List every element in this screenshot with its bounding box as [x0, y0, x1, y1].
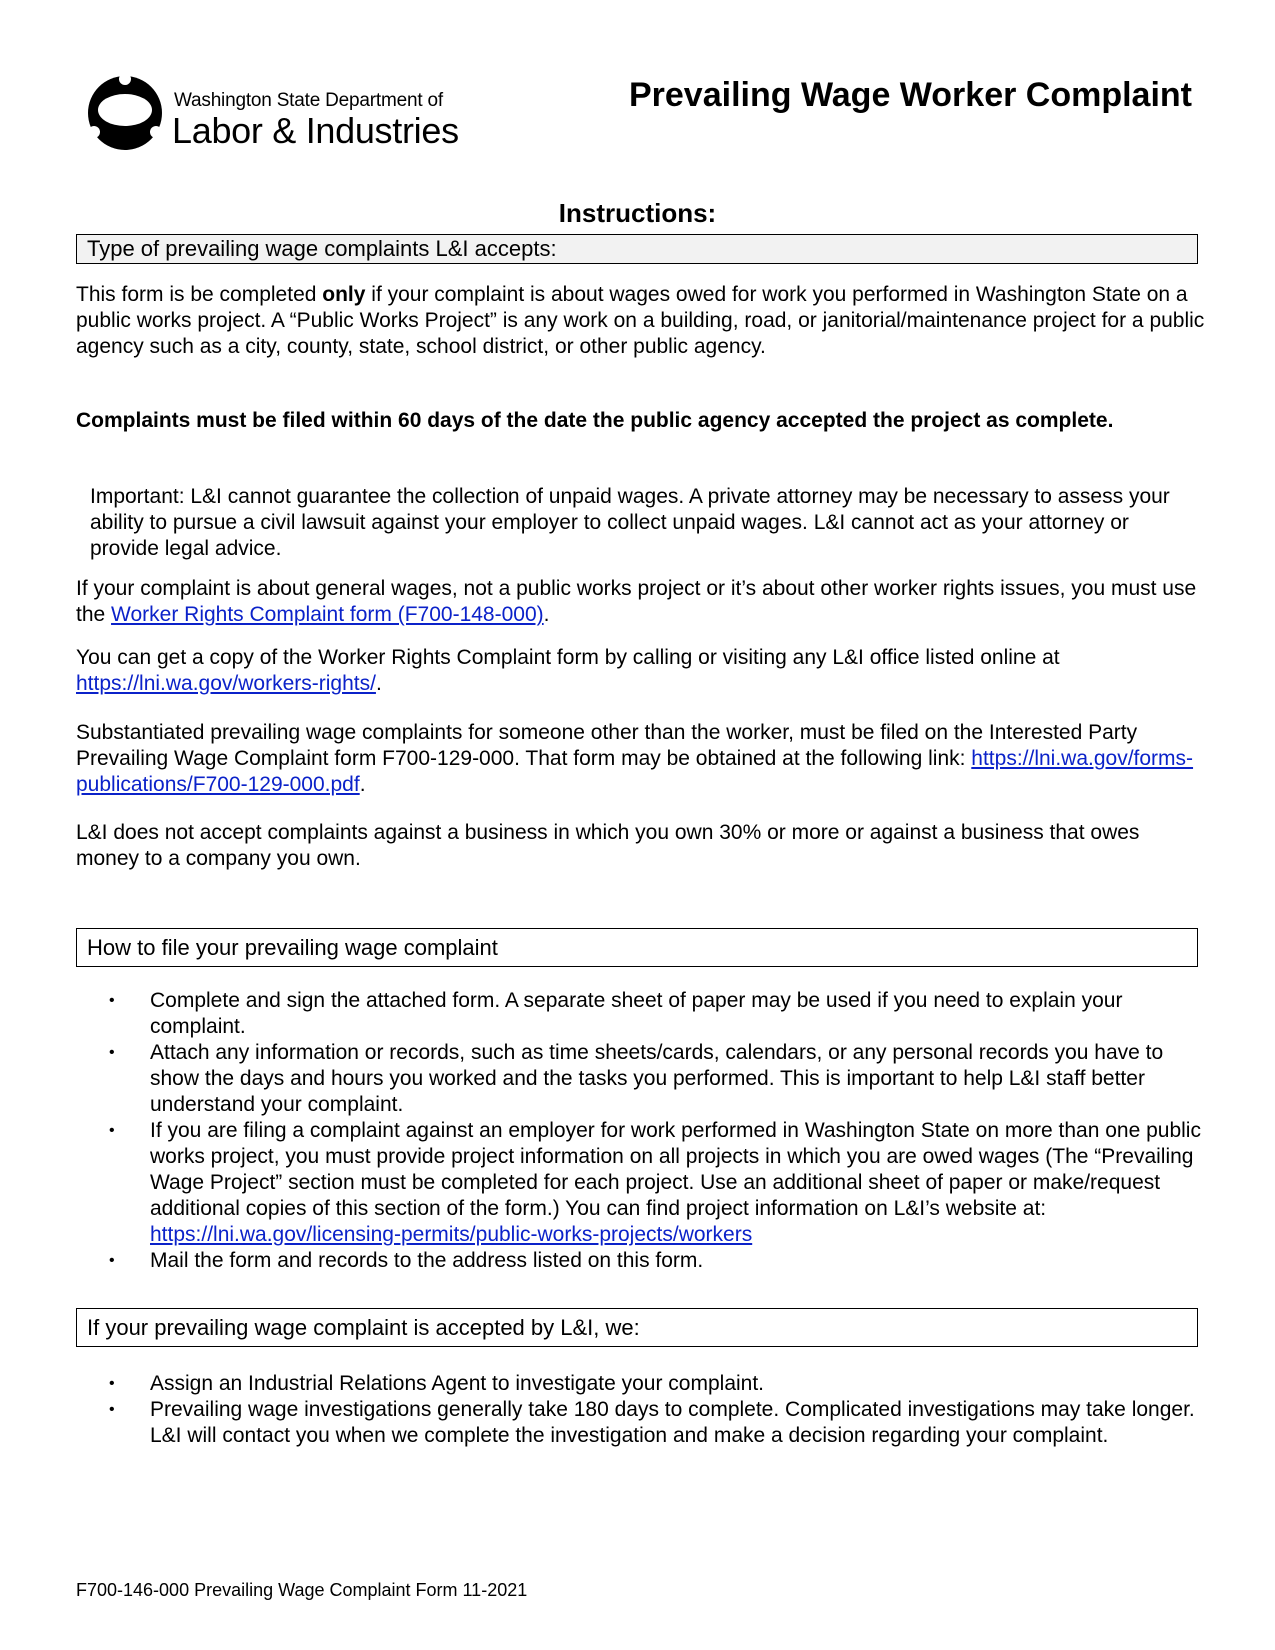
- agency-name-line1: Washington State Department of: [174, 90, 443, 111]
- emphasis-only: only: [322, 283, 366, 306]
- list-item: • Prevailing wage investigations generally take 180 days to complete. Complicated investigations may take longer. L&I will contact you when we complete the investigation and make a decision regarding your complaint.: [150, 1397, 1201, 1449]
- list-item: • Assign an Industrial Relations Agent to investigate your complaint.: [150, 1371, 1201, 1397]
- list-item: • Mail the form and records to the address listed on this form.: [150, 1248, 1201, 1274]
- paragraph-ownership: L&I does not accept complaints against a business in which you own 30% or more or against a business that owes money to a company you own.: [76, 821, 1140, 870]
- paragraph-important: Important: L&I cannot guarantee the collection of unpaid wages. A private attorney may be necessary to assess your ability to pursue a civil lawsuit against your employer to collect unpaid wages. L&I cannot act as your attorney or provide legal advice.: [90, 485, 1170, 560]
- instructions-heading: Instructions:: [558, 198, 717, 228]
- list-item: • Complete and sign the attached form. A separate sheet of paper may be used if you need to explain your complaint.: [150, 988, 1201, 1040]
- list-item: • Attach any information or records, such as time sheets/cards, calendars, or any personal records you have to show the days and hours you worked and the tasks you performed. This is important to help L&I staff better understand your complaint.: [150, 1040, 1201, 1118]
- link-worker-rights-form[interactable]: Worker Rights Complaint form (F700-148-000): [111, 603, 544, 626]
- paragraph-scope: This form is be completed only if your complaint is about wages owed for work you performed in Washington State on a public works project. A “Public Works Project” is any work on a building, road, or janitorial/maintenance project for a public agency such as a city, county, state, school district, or other public agency.: [76, 283, 1205, 358]
- paragraph-general-wages: If your complaint is about general wages, not a public works project or it’s about other worker rights issues, you must use the Worker Rights Complaint form (F700-148-000).: [76, 577, 1197, 626]
- form-title: Prevailing Wage Worker Complaint: [628, 76, 1192, 114]
- agency-logo: [84, 72, 459, 152]
- footer-form-id: F700-146-000 Prevailing Wage Complaint Form 11-2021: [76, 1580, 528, 1600]
- link-interested-party-form[interactable]: https://lni.wa.gov/forms-publications/F700-129-000.pdf: [76, 747, 1194, 796]
- section-heading-if-accepted: If your prevailing wage complaint is accepted by L&I, we:: [76, 1308, 1198, 1347]
- link-workers-rights-url[interactable]: https://lni.wa.gov/workers-rights/: [76, 672, 376, 695]
- link-public-works-projects[interactable]: https://lni.wa.gov/licensing-permits/public-works-projects/workers: [150, 1223, 753, 1246]
- paragraph-get-copy: You can get a copy of the Worker Rights Complaint form by calling or visiting any L&I office listed online at https://lni.wa.gov/workers-rights/.: [76, 646, 1060, 695]
- list-item: • If you are filing a complaint against an employer for work performed in Washington State on more than one public works project, you must provide project information on all projects in which you are owed wages (The “Prevailing Wage Project” section must be completed for each project. Use an additional sheet of paper or make/request additional copies of this section of the form.) You can find project information on L&I’s website at: https://lni.wa.gov/licensing-permits/public-works-projects/workers: [150, 1118, 1201, 1248]
- paragraph-interested-party: Substantiated prevailing wage complaints for someone other than the worker, must be filed on the Interested Party Prevailing Wage Complaint form F700-129-000. That form may be obtained at the following link: https://lni.wa.gov/forms-publications/F700-129-000.pdf.: [76, 721, 1194, 796]
- section-heading-accepts: Type of prevailing wage complaints L&I accepts:: [76, 234, 1198, 264]
- agency-name-line2: Labor & Industries: [172, 110, 459, 151]
- paragraph-deadline: Complaints must be filed within 60 days of the date the public agency accepted the project as complete.: [76, 409, 1114, 432]
- if-accepted-list: [76, 1371, 1201, 1449]
- section-heading-how-to-file: How to file your prevailing wage complaint: [76, 928, 1198, 967]
- how-to-file-list: [76, 988, 1201, 1274]
- lni-logo-icon: [84, 72, 166, 152]
